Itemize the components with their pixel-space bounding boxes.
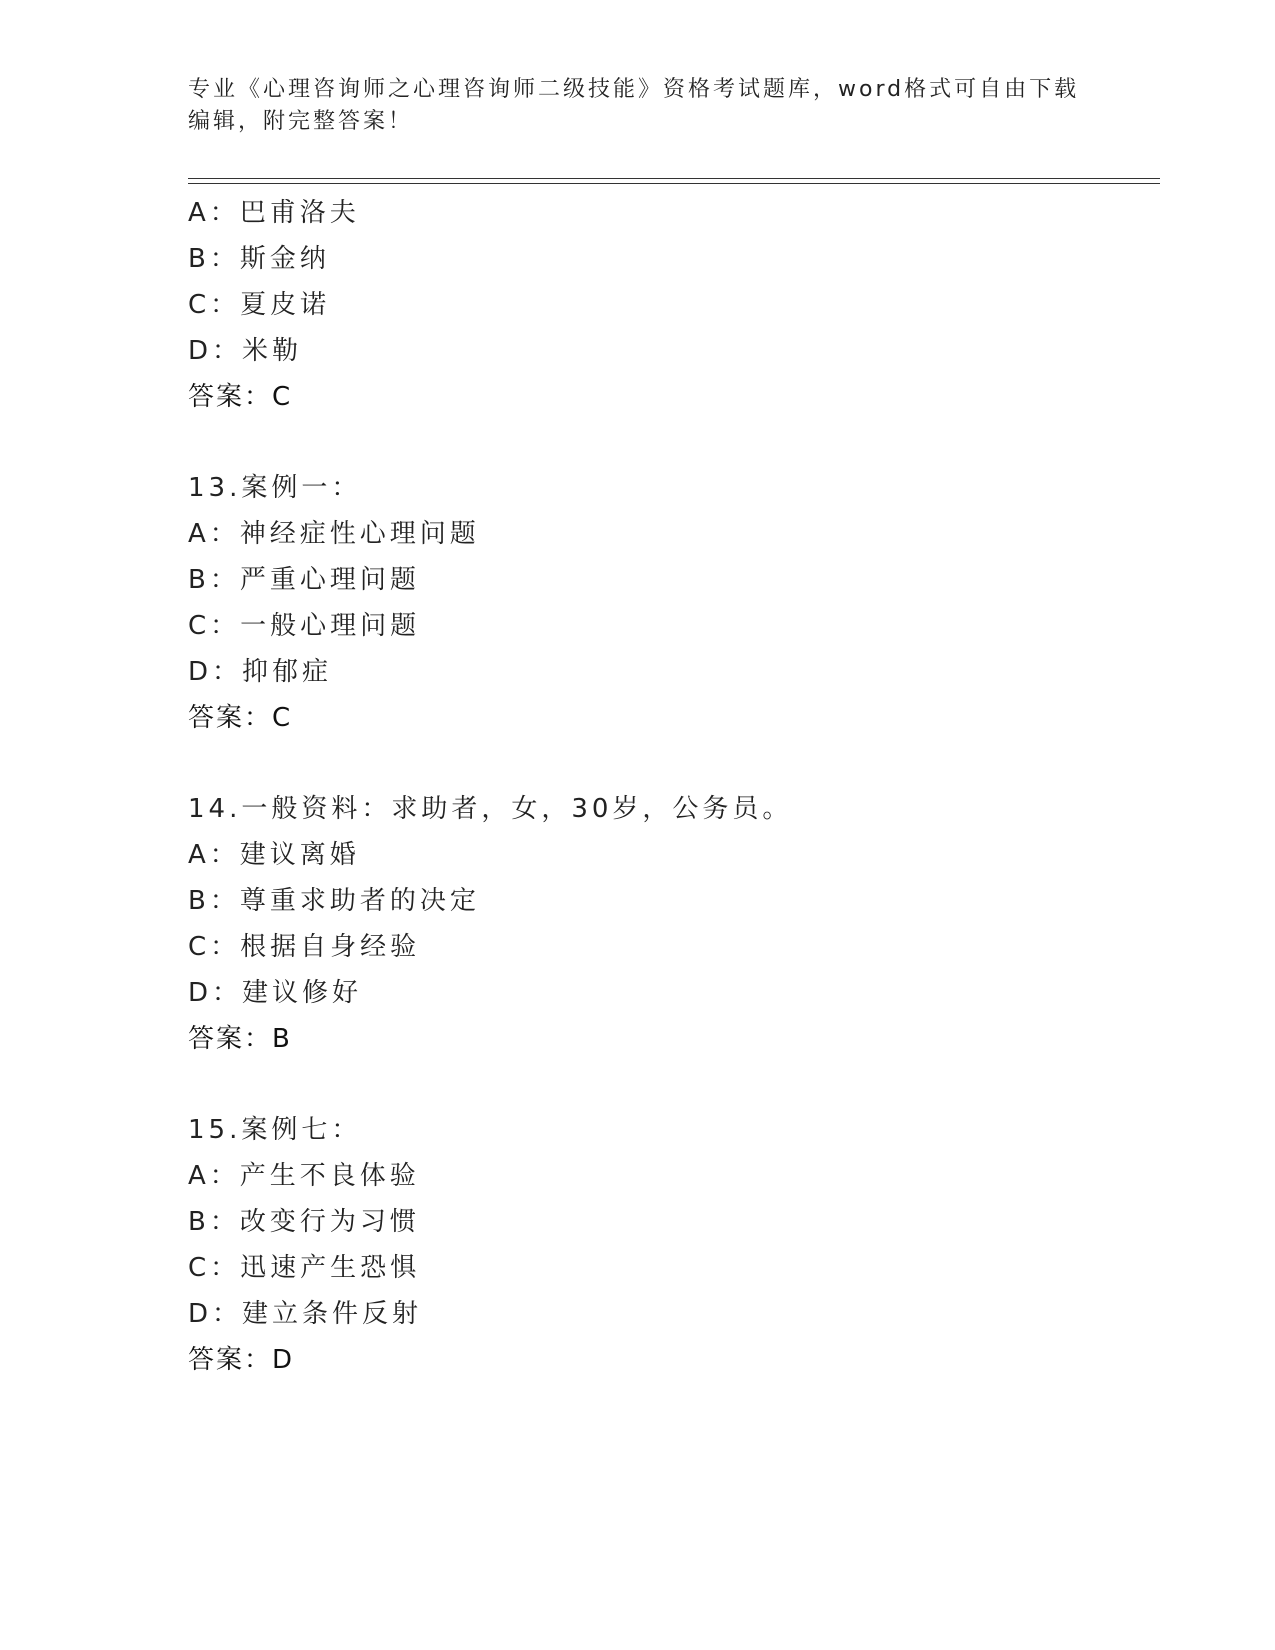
option-c: C：一般心理问题	[188, 611, 421, 641]
question-15	[188, 1107, 1148, 1383]
spacer	[188, 741, 1148, 786]
question-13	[188, 465, 1148, 741]
question-partial	[188, 190, 1148, 420]
option-b: B：严重心理问题	[188, 565, 420, 595]
option-c: C：迅速产生恐惧	[188, 1253, 421, 1283]
spacer	[188, 420, 1148, 465]
question-list	[188, 190, 1148, 1383]
option-b: B：改变行为习惯	[188, 1207, 420, 1237]
option-a: A：巴甫洛夫	[188, 198, 360, 228]
answer-line: 答案：C	[188, 382, 293, 412]
option-b: B：尊重求助者的决定	[188, 886, 480, 916]
option-b: B：斯金纳	[188, 244, 330, 274]
option-c: C：根据自身经验	[188, 932, 421, 962]
answer-line: 答案：D	[188, 1345, 295, 1375]
option-d: D：建议修好	[188, 978, 363, 1008]
spacer	[188, 1062, 1148, 1107]
question-title: 14.一般资料：求助者，女，30岁，公务员。	[188, 794, 793, 824]
option-d: D：抑郁症	[188, 657, 333, 687]
header-line-2: 编辑，附完整答案！	[188, 109, 414, 134]
question-title: 13.案例一：	[188, 473, 362, 503]
answer-line: 答案：B	[188, 1024, 292, 1054]
option-a: A：建议离婚	[188, 840, 360, 870]
header-divider-top	[188, 178, 1160, 179]
header-line-1: 专业《心理咨询师之心理咨询师二级技能》资格考试题库，word格式可自由下载	[188, 77, 1080, 102]
option-a: A：神经症性心理问题	[188, 519, 480, 549]
document-header	[188, 74, 1088, 138]
option-a: A：产生不良体验	[188, 1161, 420, 1191]
option-c: C：夏皮诺	[188, 290, 331, 320]
header-divider-bottom	[188, 183, 1160, 184]
option-d: D：建立条件反射	[188, 1299, 423, 1329]
option-d: D：米勒	[188, 336, 303, 366]
question-title: 15.案例七：	[188, 1115, 362, 1145]
question-14	[188, 786, 1148, 1062]
answer-line: 答案：C	[188, 703, 293, 733]
